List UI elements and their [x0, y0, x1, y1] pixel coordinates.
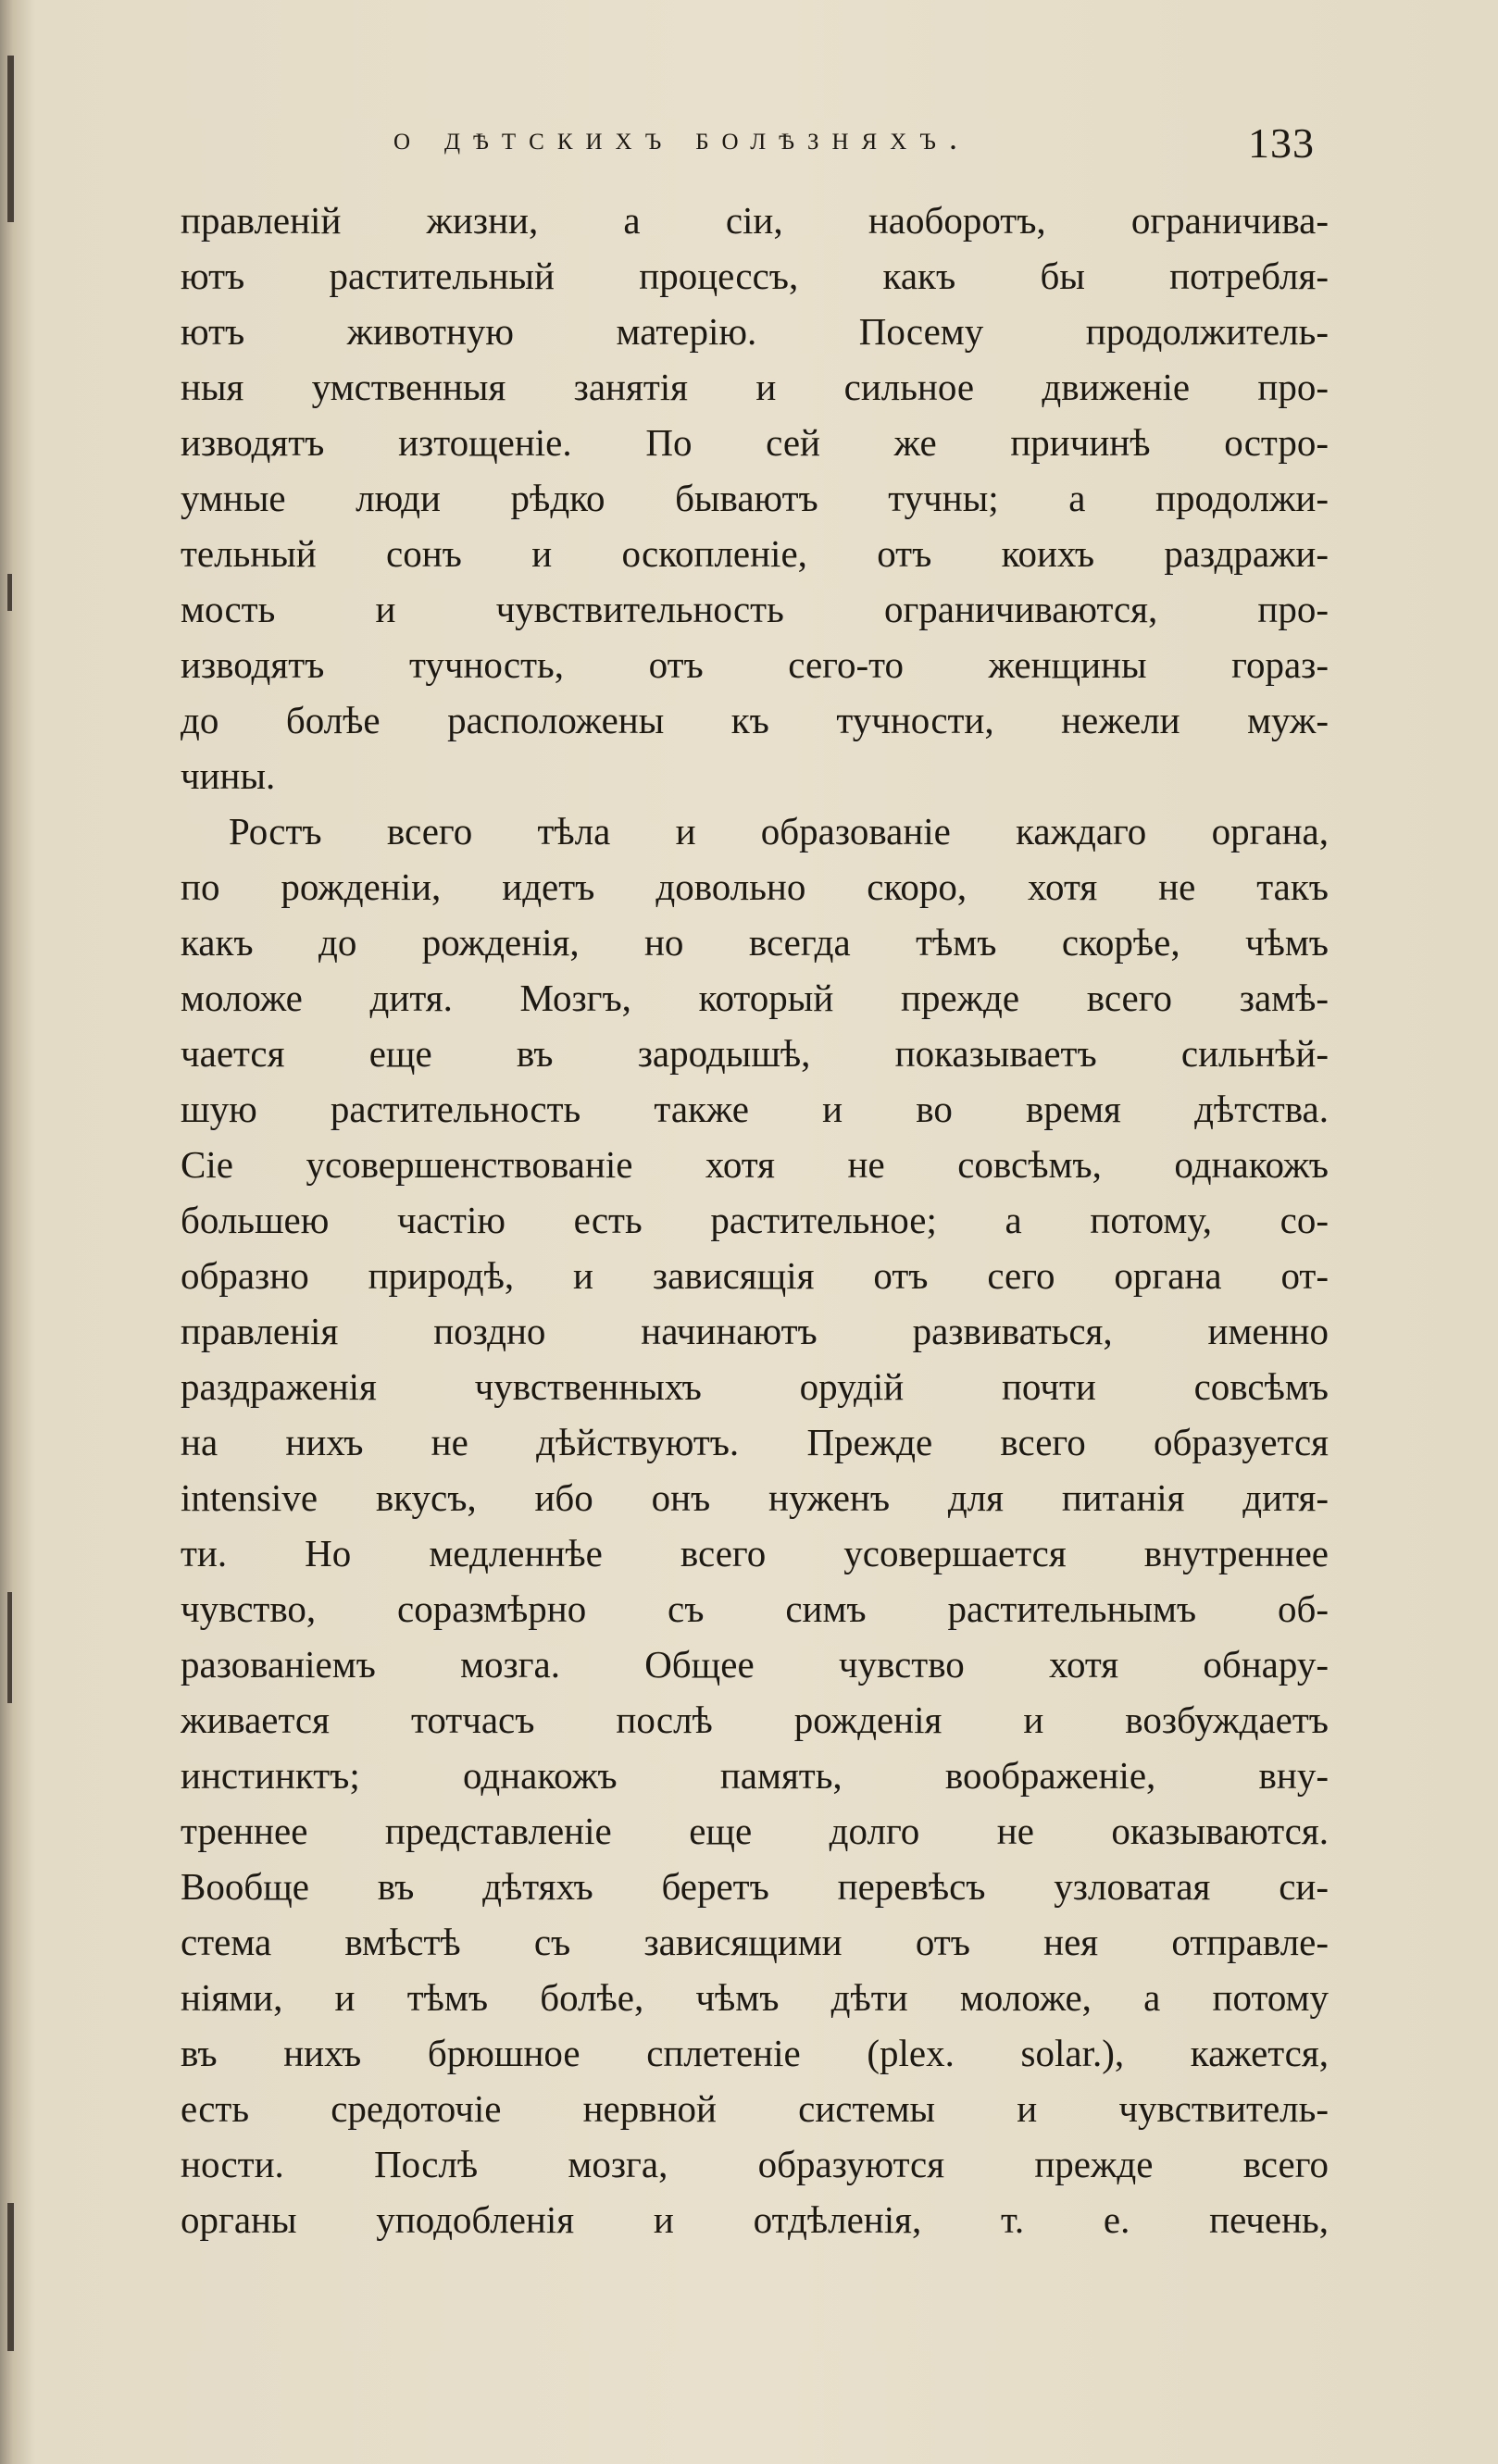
text-line: живается тотчасъ послѣ рожденія и возбуждаетъ [181, 1699, 1329, 1741]
text-line: на нихъ не дѣйствуютъ. Прежде всего образуется [181, 1421, 1329, 1463]
text-line: intensive вкусъ, ибо онъ нуженъ для питанія дитя- [181, 1476, 1329, 1519]
text-line: треннее представленіе еще долго не оказываются. [181, 1810, 1329, 1852]
text-line: Вообще въ дѣтяхъ беретъ перевѣсъ узловатая си- [181, 1865, 1329, 1908]
text-line: ніями, и тѣмъ болѣе, чѣмъ дѣти моложе, а потому [181, 1976, 1329, 2019]
text-line: ютъ животную матерію. Посему продолжитель- [181, 310, 1329, 353]
text-line: раздраженія чувственныхъ орудій почти совсѣмъ [181, 1365, 1329, 1408]
text-line: правленій жизни, а сіи, наоборотъ, ограничива- [181, 199, 1329, 242]
body-text [181, 193, 1329, 2247]
text-line: чины. [181, 754, 276, 797]
binding-edge-mark [7, 1592, 12, 1703]
text-line: моложе дитя. Мозгъ, который прежде всего замѣ- [181, 977, 1329, 1019]
text-line: шую растительность также и во время дѣтства. [181, 1088, 1329, 1130]
text-line: ности. Послѣ мозга, образуются прежде всего [181, 2143, 1329, 2185]
text-line: стема вмѣстѣ съ зависящими отъ нея отправле- [181, 1921, 1329, 1963]
text-line: по рожденіи, идетъ довольно скоро, хотя не такъ [181, 865, 1329, 908]
text-line: большею частію есть растительное; а потому, со- [181, 1199, 1329, 1241]
text-line: какъ до рожденія, но всегда тѣмъ скорѣе, чѣмъ [181, 921, 1329, 964]
text-line: умные люди рѣдко бываютъ тучны; а продолжи- [181, 477, 1329, 519]
text-line: до болѣе расположены къ тучности, нежели муж- [181, 699, 1329, 741]
text-line: чается еще въ зародышѣ, показываетъ сильнѣй- [181, 1032, 1329, 1075]
text-line: образно природѣ, и зависящія отъ сего органа от- [181, 1254, 1329, 1297]
paragraph-first-line: Ростъ всего тѣла и образованіе каждаго органа, [229, 810, 1329, 852]
text-line: мость и чувствительность ограничиваются, про- [181, 588, 1329, 630]
text-line: разованіемъ мозга. Общее чувство хотя обнару- [181, 1643, 1329, 1686]
text-line: въ нихъ брюшное сплетеніе (plex. solar.), кажется, [181, 2032, 1329, 2074]
text-line: изводятъ тучность, отъ сего-то женщины горaз- [181, 643, 1329, 686]
binding-edge-mark [7, 574, 12, 611]
text-line: ти. Но медленнѣе всего усовершается внутреннее [181, 1532, 1329, 1574]
text-line: органы уподобленія и отдѣленія, т. е. печень, [181, 2198, 1329, 2241]
text-line: инстинктъ; однакожъ память, воображеніе, вну- [181, 1754, 1329, 1797]
text-line: есть средоточіе нервной системы и чувствитель- [181, 2087, 1329, 2130]
text-line: ютъ растительный процессъ, какъ бы потребля- [181, 255, 1329, 297]
text-line: чувство, соразмѣрно съ симъ растительнымъ об- [181, 1587, 1329, 1630]
running-head: о дѣтскихъ болѣзняхъ. [393, 119, 970, 156]
binding-edge-mark [7, 56, 14, 222]
binding-edge-mark [7, 2203, 14, 2351]
text-line: правленія поздно начинаютъ развиваться, именно [181, 1310, 1329, 1352]
text-line: изводятъ изтощеніе. По сей же причинѣ остро- [181, 421, 1329, 464]
text-line: тельный сонъ и оскопленіе, отъ коихъ раздражи- [181, 532, 1329, 575]
text-line: ныя умственныя занятія и сильное движеніе про- [181, 366, 1329, 408]
text-line: Сіе усовершенствованіе хотя не совсѣмъ, однакожъ [181, 1143, 1329, 1186]
page-number: 133 [1248, 119, 1315, 167]
